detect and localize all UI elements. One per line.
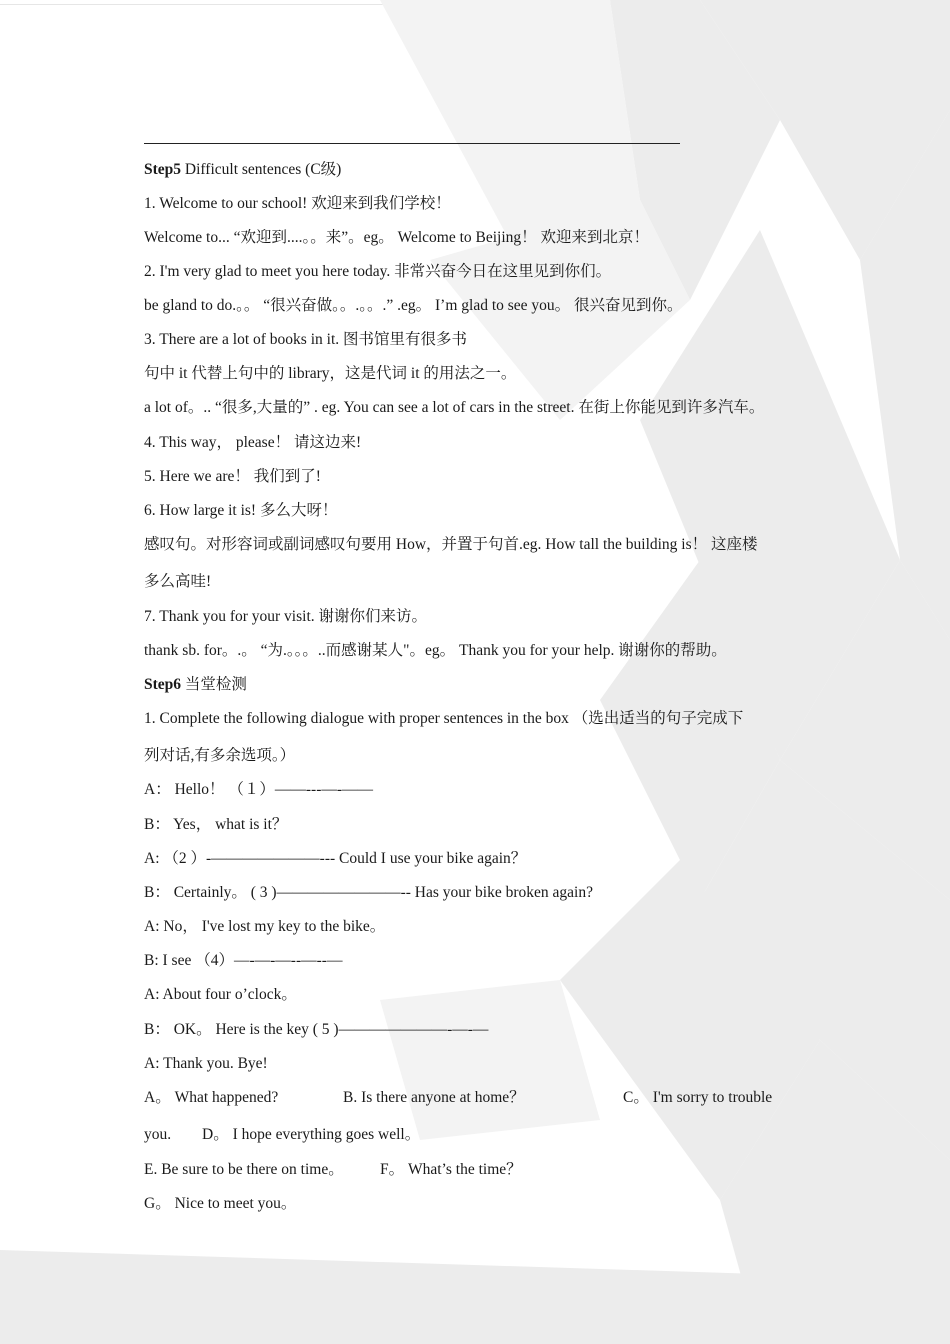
step5-heading-label: Step5 <box>144 161 182 178</box>
option-c: C。 I'm sorry to trouble <box>623 1089 773 1106</box>
step6-heading-title: 当堂检测 <box>181 676 247 693</box>
horizontal-rule <box>144 143 680 144</box>
dialogue-line: A： Hello！ （１）——---—-—— <box>144 781 374 798</box>
step6-line: 1. Complete the following dialogue with proper sentences in the box （选出适当的句子完成下 <box>144 710 744 727</box>
step5-line: Welcome to... “欢迎到....。。来”。eg。 Welcome to Beijing！ 欢迎来到北京！ <box>144 229 650 246</box>
dialogue-line: A: No， I've lost my key to the bike。 <box>144 918 386 935</box>
step5-line: 4. This way， please！ 请这边来! <box>144 434 362 451</box>
step5-line: be gland to do.。。 “很兴奋做。。.。。.” .eg。 I’m glad to see you。 很兴奋见到你。 <box>144 297 683 314</box>
dialogue-line: A: About four o’clock。 <box>144 986 297 1003</box>
option-d: D。 I hope everything goes well。 <box>202 1126 421 1143</box>
option-g: G。 Nice to meet you。 <box>144 1195 297 1212</box>
dialogue-line: B： Yes， what is it？ <box>144 816 288 833</box>
step6-heading-label: Step6 <box>144 676 182 693</box>
step5-line: 句中 it 代替上句中的 library，这是代词 it 的用法之一。 <box>144 365 517 382</box>
step5-line: 3. There are a lot of books in it. 图书馆里有很多书 <box>144 331 468 348</box>
option-e: E. Be sure to be there on time。 <box>144 1161 344 1178</box>
step5-line: 多么高哇! <box>144 573 212 590</box>
option-f: F。 What’s the time？ <box>380 1161 522 1178</box>
step5-line: 感叹句。对形容词或副词感叹句要用 How，并置于句首.eg. How tall the building is！ 这座楼 <box>144 536 758 553</box>
step5-line: 2. I'm very glad to meet you here today. 非常兴奋今日在这里见到你们。 <box>144 263 612 280</box>
dialogue-line: A: （2 ）-———————--- Could I use your bike again？ <box>144 850 527 867</box>
step6-line: 列对话,有多余选项。） <box>144 747 296 764</box>
step5-line: 1. Welcome to our school! 欢迎来到我们学校！ <box>144 195 451 212</box>
step5-heading-title: Difficult sentences (C级) <box>181 161 342 178</box>
step5-line: 5. Here we are！ 我们到了! <box>144 468 321 485</box>
option-c-continued: you. <box>144 1126 172 1143</box>
option-b: B. Is there anyone at home？ <box>343 1089 525 1106</box>
step5-line: thank sb. for。.。 “为.。。。..而感谢某人"。eg。 Thank you for your help. 谢谢你的帮助。 <box>144 642 727 659</box>
dialogue-line: B： Certainly。 ( 3 )————————-- Has your bike broken again? <box>144 884 593 901</box>
option-a: A。 What happened? <box>144 1089 279 1106</box>
step5-heading <box>144 160 341 180</box>
step5-line: 7. Thank you for your visit. 谢谢你们来访。 <box>144 608 428 625</box>
dialogue-line: B： OK。 Here is the key ( 5 )———————-—-— <box>144 1021 489 1038</box>
step5-line: a lot of。.. “很多,大量的” . eg. You can see a lot of cars in the street. 在街上你能见到许多汽车。 <box>144 399 765 416</box>
step6-heading <box>144 675 247 695</box>
dialogue-line: A: Thank you. Bye! <box>144 1055 268 1072</box>
step5-line: 6. How large it is! 多么大呀！ <box>144 502 338 519</box>
dialogue-line: B: I see （4）—-—-—--—--— <box>144 952 343 969</box>
